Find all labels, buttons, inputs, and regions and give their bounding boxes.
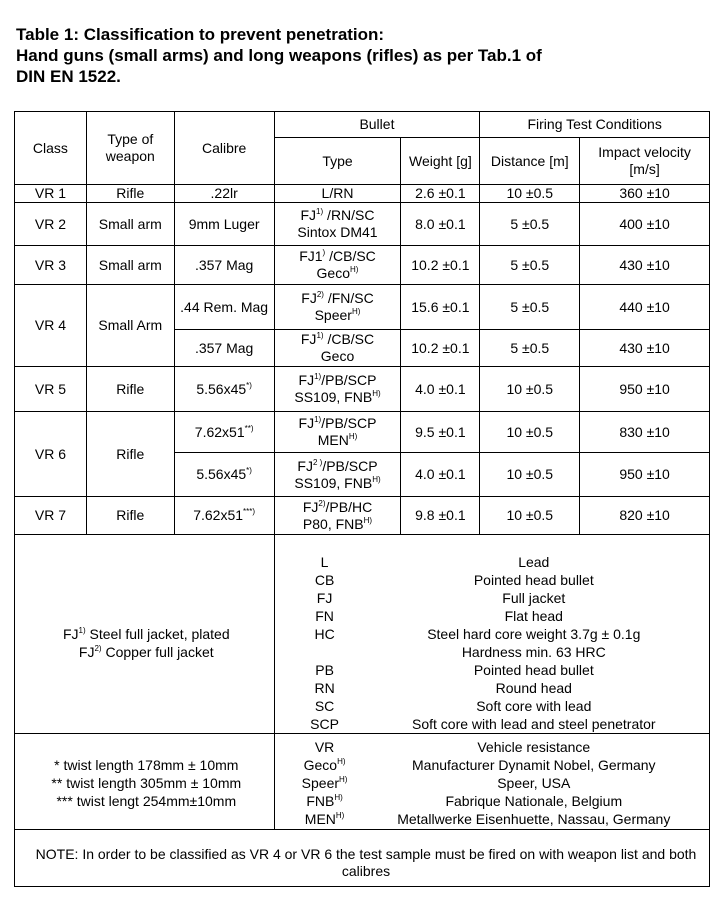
legend-footnote: 2) [94,644,102,653]
cell-distance: 5 ±0.5 [480,203,580,246]
abbr-key: SCP [310,716,339,732]
title-line-3: DIN EN 1522. [16,67,121,86]
abbr-item [287,607,705,625]
cell-velocity: 430 ±10 [580,246,710,285]
cell-weapon: Rifle [86,412,174,497]
type-make: SS109, FNB [294,389,373,405]
cell-velocity: 950 ±10 [580,453,710,497]
cell-calibre [174,453,274,497]
header-class: Class [15,112,87,185]
cell-distance: 5 ±0.5 [480,285,580,330]
header-calibre: Calibre [174,112,274,185]
type-make: SS109, FNB [294,474,373,491]
abbr-item [287,715,705,733]
abbr-item [287,679,705,697]
cell-calibre: .357 Mag [174,246,274,285]
abbr-key: FN [315,608,334,624]
cell-class: VR 6 [15,412,87,497]
cell-weight: 8.0 ±0.1 [401,203,480,246]
abbr-text: Soft core with lead and steel penetrator [411,716,656,732]
cell-weight: 2.6 ±0.1 [401,185,480,203]
mfr-name: FNB [306,793,335,809]
abbr-text: Lead [518,554,550,570]
mfr-item [287,756,705,774]
legend-text: Steel full jacket, plated [85,626,230,642]
cell-type [274,367,401,412]
abbr-item [287,589,705,607]
type-code: /PB/SCP [321,415,377,431]
title-line-2: Hand guns (small arms) and long weapons (rifles) as per Tab.1 of [16,46,542,65]
type-code: /FN/SC [323,290,374,306]
mfr-name: Geco [303,757,338,773]
type-jacket: FJ [301,290,317,306]
calibre-value: 7.62x51 [193,507,244,523]
table-row-vr4-a [15,285,710,330]
cell-distance: 10 ±0.5 [480,412,580,453]
calibre-value: 7.62x51 [194,423,245,440]
cell-weight: 9.5 ±0.1 [401,412,480,453]
table-title [16,24,706,87]
mfr-name: VR [314,739,335,755]
mfr-text: Speer, USA [497,775,571,791]
cell-type [274,497,401,535]
cell-weapon: Rifle [86,367,174,412]
table-row-vr5 [15,367,710,412]
abbr-key [287,643,363,661]
cell-weapon: Rifle [86,497,174,535]
mfr-key [287,756,363,774]
type-footnote: 1) [314,415,322,424]
type-code: /PB/HC [325,498,373,515]
calibre-footnote: *) [246,380,252,390]
cell-velocity: 430 ±10 [580,330,710,367]
type-footnote: 2) [316,290,324,299]
type-make: Geco [316,265,351,281]
twist-row [15,734,710,830]
type-jacket: FJ [302,498,319,515]
mfr-key [287,774,363,792]
cell-weapon: Small Arm [86,285,174,367]
type-footnote: 2 ) [312,457,323,467]
mfr-footnote: H) [337,757,346,766]
header-firing-test-conditions: Firing Test Conditions [480,112,710,138]
cell-calibre [174,412,274,453]
type-footnote: 1) [314,372,322,381]
manufacturer-legend [274,734,709,830]
abbr-text: Soft core with lead [476,698,592,714]
abbr-item [287,625,705,643]
type-jacket: FJ [300,331,317,347]
cell-calibre: .44 Rem. Mag [174,285,274,330]
twist-item: * twist length 178mm ± 10mm [54,757,239,773]
abbr-key: RN [314,680,335,696]
type-footnote: 2) [318,498,326,508]
abbr-key: FJ [316,590,333,606]
mfr-text: Metallwerke Eisenhuette, Nassau, Germany [397,811,671,827]
abbr-text: Steel hard core weight 3.7g ± 0.1g [427,626,641,642]
abbr-item [287,571,705,589]
mfr-text: Manufacturer Dynamit Nobel, Germany [412,757,656,773]
abbr-key: PB [315,662,334,678]
type-make: MEN [317,432,349,448]
cell-velocity: 820 ±10 [580,497,710,535]
table-row-vr1 [15,185,710,203]
twist-legend [15,734,275,830]
type-jacket: FJ [297,457,313,474]
cell-class: VR 7 [15,497,87,535]
header-type: Type [274,138,401,185]
legend-item [29,625,264,643]
table-row-vr2 [15,203,710,246]
make-footnote: H) [348,432,358,441]
mfr-key [287,810,363,828]
mfr-text: Fabrique Nationale, Belgium [445,793,623,809]
type-make: Sintox DM41 [297,224,378,240]
abbr-item [287,643,705,661]
mfr-item [287,810,705,828]
cell-type [274,453,401,497]
cell-calibre: .357 Mag [174,330,274,367]
cell-weapon: Small arm [86,246,174,285]
cell-velocity: 400 ±10 [580,203,710,246]
cell-calibre: .22lr [174,185,274,203]
legend-item [29,643,264,661]
twist-item: ** twist length 305mm ± 10mm [51,775,242,791]
cell-weapon: Small arm [86,203,174,246]
calibre-footnote: **) [244,423,254,433]
cell-class: VR 3 [15,246,87,285]
calibre-footnote: ***) [243,507,256,516]
cell-distance: 10 ±0.5 [480,185,580,203]
header-bullet: Bullet [274,112,480,138]
make-footnote: H) [351,307,361,316]
header-impact-velocity: Impact velocity [m/s] [580,138,710,185]
cell-distance: 10 ±0.5 [480,453,580,497]
type-code: /RN/SC [323,207,375,223]
cell-weight: 15.6 ±0.1 [401,285,480,330]
mfr-footnote: H) [335,811,345,820]
cell-distance: 5 ±0.5 [480,246,580,285]
abbr-item [287,553,705,571]
calibre-value: 5.56x45 [196,380,247,397]
cell-calibre [174,367,274,412]
type-code: /CB/SC [323,331,375,347]
header-row-1 [15,112,710,138]
cell-weight: 10.2 ±0.1 [401,330,480,367]
make-footnote: H) [372,389,381,398]
type-code: /PB/SCP [322,457,378,474]
cell-weight: 4.0 ±0.1 [401,453,480,497]
cell-type [274,246,401,285]
cell-velocity: 440 ±10 [580,285,710,330]
mfr-key [287,738,363,756]
cell-weight: 10.2 ±0.1 [401,246,480,285]
cell-type [274,203,401,246]
abbr-key: SC [314,698,335,714]
legend-key: FJ [78,644,95,660]
mfr-item [287,774,705,792]
mfr-text: Vehicle resistance [477,739,591,755]
cell-velocity: 830 ±10 [580,412,710,453]
header-type-of-weapon: Type of weapon [86,112,174,185]
cell-class: VR 2 [15,203,87,246]
mfr-footnote: H) [334,793,343,802]
legend-row [15,535,710,734]
abbr-text: Flat head [504,608,563,624]
cell-class: VR 4 [15,285,87,367]
type-jacket: FJ [300,207,317,223]
mfr-item [287,738,705,756]
cell-class: VR 5 [15,367,87,412]
note-row [15,830,710,887]
title-line-1: Table 1: Classification to prevent penetration: [16,25,385,44]
type-make: Speer [314,307,352,323]
cell-type [274,285,401,330]
legend-footnote: 1) [78,626,86,635]
header-weight: Weight [g] [401,138,480,185]
calibre-value: 5.56x45 [196,466,247,482]
abbr-item [287,661,705,679]
table-row-vr6-a [15,412,710,453]
cell-distance: 5 ±0.5 [480,330,580,367]
mfr-key [287,792,363,810]
cell-calibre [174,497,274,535]
cell-velocity: 360 ±10 [580,185,710,203]
header-distance: Distance [m] [480,138,580,185]
type-jacket: FJ [298,372,315,388]
classification-table [14,111,710,887]
legend-text: Copper full jacket [101,644,214,660]
mfr-name: MEN [304,811,336,827]
type-code: /PB/SCP [321,372,377,388]
cell-distance: 10 ±0.5 [480,497,580,535]
type-footnote: ) [322,248,326,257]
mfr-footnote: H) [339,775,348,784]
abbr-key: HC [314,626,335,642]
cell-weight: 4.0 ±0.1 [401,367,480,412]
abbr-text: Pointed head bullet [473,662,594,678]
cell-type: L/RN [274,185,401,203]
abbr-key: L [320,554,329,570]
calibre-footnote: *) [246,466,252,475]
make-footnote: H) [363,515,373,525]
type-make: P80, FNB [302,515,364,532]
cell-class: VR 1 [15,185,87,203]
legend-key: FJ [62,626,79,642]
abbr-item [287,697,705,715]
make-footnote: H) [372,474,381,484]
abbr-text: Hardness min. 63 HRC [461,644,606,660]
abbr-text: Full jacket [502,590,566,606]
jacket-legend [15,535,275,734]
note-text: NOTE: In order to be classified as VR 4 or VR 6 the test sample must be fired on with weapon list and both calibres [15,830,710,887]
type-make: Geco [320,348,355,364]
table-row-vr3 [15,246,710,285]
mfr-item [287,792,705,810]
make-footnote: H) [350,265,359,274]
twist-item: *** twist lengt 254mm±10mm [56,793,237,809]
cell-type [274,412,401,453]
type-jacket: FJ1 [299,248,323,264]
type-code: /CB/SC [325,248,376,264]
table-row-vr7 [15,497,710,535]
cell-type [274,330,401,367]
cell-weapon: Rifle [86,185,174,203]
cell-velocity: 950 ±10 [580,367,710,412]
abbr-key: CB [314,572,335,588]
cell-calibre: 9mm Luger [174,203,274,246]
cell-weight: 9.8 ±0.1 [401,497,480,535]
abbreviation-legend [274,535,709,734]
abbr-text: Round head [495,680,572,696]
type-jacket: FJ [298,415,315,431]
type-footnote: 1) [316,331,324,340]
abbr-text: Pointed head bullet [473,572,594,588]
mfr-name: Speer [301,775,340,791]
type-footnote: 1) [316,207,324,216]
cell-distance: 10 ±0.5 [480,367,580,412]
